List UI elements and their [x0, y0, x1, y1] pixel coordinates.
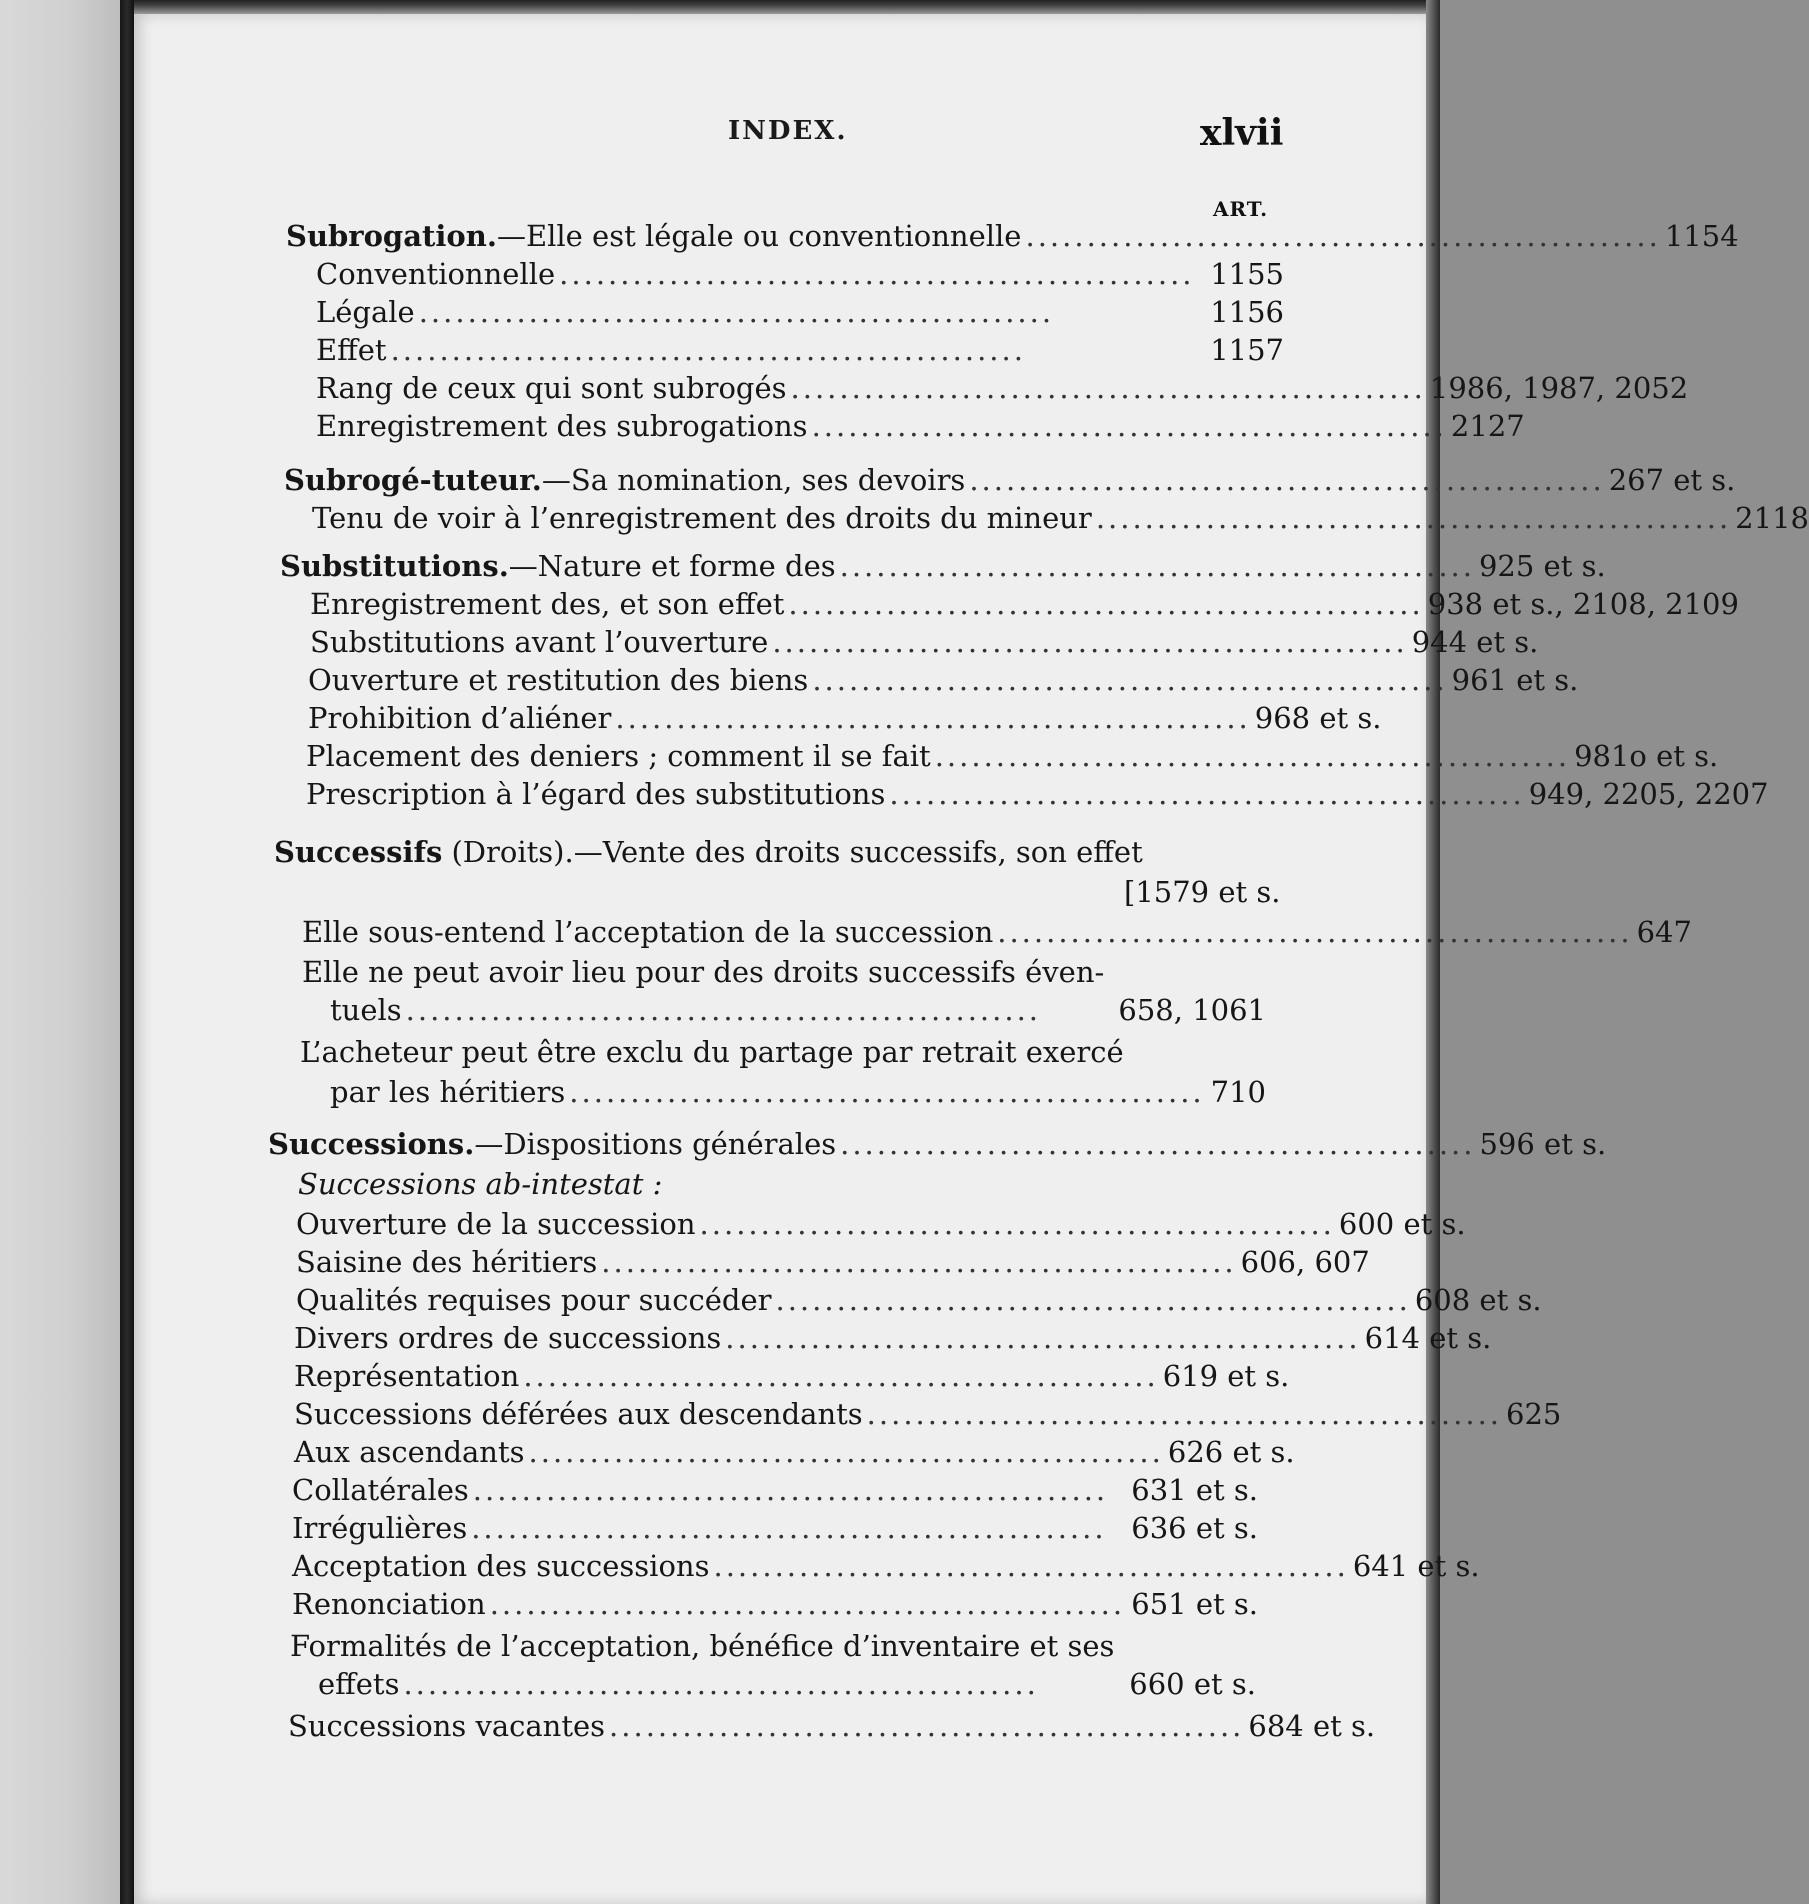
leader-dots: .................................................... [489, 1587, 1126, 1621]
book-gutter [120, 0, 134, 1904]
subentry-continuation [330, 992, 1266, 1028]
subentry-ref: 614 et s. [1364, 1321, 1492, 1355]
subentry-ref: 600 et s. [1338, 1207, 1466, 1241]
subentry-ref: 1157 [1210, 333, 1284, 367]
subentry-cont: par les héritiers [330, 1075, 566, 1109]
leader-dots: .................................................... [390, 333, 1026, 367]
subentry-label: Successions vacantes [288, 1709, 606, 1743]
subentry-cont: tuels [330, 993, 402, 1027]
subentry-label: Légale [316, 295, 415, 329]
subentry [294, 1358, 1290, 1394]
subentry-ref: 658, 1061 [1118, 993, 1266, 1027]
subentry [308, 662, 1579, 698]
leader-dots: .................................................... [788, 587, 1424, 621]
subentry-ref: 608 et s. [1414, 1283, 1542, 1317]
subentry-label: Prescription à l’égard des substitutions [306, 777, 886, 811]
leader-dots: .................................................... [418, 295, 1055, 329]
subentry [306, 776, 1769, 812]
entry-ref-continued: [1579 et s. [1124, 875, 1281, 909]
subentry [296, 1206, 1466, 1242]
subentry-ref: 631 et s. [1131, 1473, 1258, 1507]
subentry-ref: 641 et s. [1352, 1549, 1480, 1583]
leader-dots: .................................................... [472, 1473, 1109, 1507]
subentry-ref: 684 et s. [1248, 1709, 1376, 1743]
subentry [288, 1708, 1376, 1744]
subentry [292, 1472, 1258, 1508]
subentry-cont: effets [318, 1667, 400, 1701]
entry-head: Substitutions. [280, 549, 509, 583]
leader-dots: .................................................... [866, 1397, 1503, 1431]
subentry-label: Elle sous-entend l’acceptation de la succession [302, 915, 994, 949]
subentry [308, 700, 1382, 736]
leader-dots: .................................................... [997, 915, 1633, 949]
subentry-label: Acceptation des successions [292, 1549, 710, 1583]
subentry-ref: 944 et s. [1411, 625, 1539, 659]
page-top-edge [134, 0, 1440, 14]
leader-dots: .................................................... [699, 1207, 1335, 1241]
leader-dots: .................................................... [790, 371, 1426, 405]
subentry-ref: 636 et s. [1131, 1511, 1258, 1545]
subentry-label: Rang de ceux qui sont subrogés [316, 371, 787, 405]
entry-ref: 925 et s. [1478, 549, 1606, 583]
leader-dots: .................................................... [839, 549, 1475, 583]
subentry [316, 408, 1525, 444]
leader-dots: .................................................... [569, 1075, 1205, 1109]
entry-substitutions [280, 548, 1606, 584]
subentry [312, 500, 1809, 536]
leader-dots: .................................................... [840, 1127, 1476, 1161]
subentry-label: Aux ascendants [294, 1435, 525, 1469]
subentry-label: Saisine des héritiers [296, 1245, 598, 1279]
subentry-label: Prohibition d’aliéner [308, 701, 612, 735]
subentry-label: Ouverture et restitution des biens [308, 663, 809, 697]
subentry-label: Qualités requises pour succéder [296, 1283, 772, 1317]
subentry-ref: 1986, 1987, 2052 [1429, 371, 1689, 405]
subentry [294, 1434, 1295, 1470]
subentry-ref: 1156 [1210, 295, 1284, 329]
subentry [292, 1548, 1480, 1584]
entry-text: —Elle est légale ou conventionnelle [496, 219, 1022, 253]
entry-ref: 596 et s. [1479, 1127, 1607, 1161]
subentry-ref: 949, 2205, 2207 [1528, 777, 1769, 811]
leader-dots: .................................................... [1095, 501, 1732, 535]
leader-dots: .................................................... [811, 409, 1447, 443]
subentry-label: Formalités de l’acceptation, bénéfice d’inventaire et ses [290, 1629, 1115, 1663]
subentry-ref: 710 [1210, 1075, 1266, 1109]
subentry-ref: 961 et s. [1451, 663, 1579, 697]
leader-dots: .................................................... [615, 701, 1251, 735]
leader-dots: .................................................... [725, 1321, 1361, 1355]
subentry [310, 586, 1739, 622]
subentry-ref: 1155 [1210, 257, 1284, 291]
subheading: Successions ab-intestat : [298, 1167, 663, 1201]
subentry-continuation [330, 1074, 1266, 1110]
subentry-ref: 625 [1506, 1397, 1562, 1431]
subentry-label: Collatérales [292, 1473, 469, 1507]
subentry-ref: 651 et s. [1131, 1587, 1258, 1621]
subentry-label: Effet [316, 333, 387, 367]
subentry [296, 1282, 1542, 1318]
subentry-label: Tenu de voir à l’enregistrement des droits du mineur [312, 501, 1092, 535]
subentry-continuation [318, 1666, 1256, 1702]
subentry-label: Ouverture de la succession [296, 1207, 696, 1241]
leader-dots: .................................................... [812, 663, 1448, 697]
entry-subroge-tuteur [284, 462, 1736, 498]
subentry [316, 294, 1284, 330]
entry-successifs [274, 834, 1143, 870]
subentry-label: L’acheteur peut être exclu du partage par retrait exercé [300, 1035, 1124, 1069]
subentry-label: Successions déférées aux descendants [294, 1397, 863, 1431]
entry-ref: 1154 [1664, 219, 1739, 253]
leader-dots: .................................................... [523, 1359, 1159, 1393]
subentry-label: Renonciation [292, 1587, 486, 1621]
entry-ref: 267 et s. [1608, 463, 1736, 497]
entry-text: (Droits).—Vente des droits successifs, son effet [442, 835, 1143, 869]
column-label-art: ART. [1213, 197, 1269, 221]
subentry-label: Représentation [294, 1359, 520, 1393]
subentry-label: Substitutions avant l’ouverture [310, 625, 769, 659]
leader-dots: .................................................... [772, 625, 1408, 659]
subentry-label: Enregistrement des, et son effet [310, 587, 785, 621]
subentry [294, 1320, 1492, 1356]
subentry [302, 914, 1692, 950]
subentry [316, 256, 1284, 292]
leader-dots: .................................................... [405, 993, 1042, 1027]
entry-head: Subrogé-tuteur. [284, 463, 542, 497]
entry-text: —Nature et forme des [508, 549, 836, 583]
subentry-label: Irrégulières [292, 1511, 468, 1545]
leader-dots: .................................................... [403, 1667, 1039, 1701]
entry-subrogation [286, 218, 1739, 254]
subentry-ref: 647 [1636, 915, 1692, 949]
leader-dots: .................................................... [934, 739, 1571, 773]
subentry [310, 624, 1539, 660]
facing-page-edge [0, 0, 120, 1904]
subentry-label: Conventionnelle [316, 257, 556, 291]
subentry-ref: 606, 607 [1240, 1245, 1370, 1279]
subentry-label: Enregistrement des subrogations [316, 409, 808, 443]
entry-head: Successifs [274, 835, 443, 869]
subentry [296, 1244, 1370, 1280]
subentry-ref: 660 et s. [1129, 1667, 1256, 1701]
leader-dots: .................................................... [609, 1709, 1245, 1743]
page-number: xlvii [1200, 112, 1284, 154]
subentry-ref: 619 et s. [1162, 1359, 1290, 1393]
subentry-ref: 2127 [1450, 409, 1525, 443]
subentry-ref: 938 et s., 2108, 2109 [1427, 587, 1739, 621]
subentry [316, 332, 1284, 368]
subentry-ref: 981o et s. [1574, 739, 1719, 773]
entry-text: —Dispositions générales [474, 1127, 837, 1161]
subentry [292, 1586, 1258, 1622]
entry-successions [268, 1126, 1607, 1162]
entry-text: —Sa nomination, ses devoirs [541, 463, 966, 497]
leader-dots: .................................................... [889, 777, 1525, 811]
leader-dots: .................................................... [601, 1245, 1237, 1279]
subentry-label: Placement des deniers ; comment il se fait [306, 739, 931, 773]
subentry-ref: 968 et s. [1254, 701, 1382, 735]
leader-dots: .................................................... [775, 1283, 1411, 1317]
leader-dots: .................................................... [559, 257, 1195, 291]
leader-dots: .................................................... [528, 1435, 1164, 1469]
subentry [294, 1396, 1562, 1432]
running-head: INDEX. [728, 116, 848, 146]
leader-dots: .................................................... [1025, 219, 1661, 253]
subentry [292, 1510, 1258, 1546]
entry-head: Subrogation. [286, 219, 497, 253]
subentry-label: Divers ordres de successions [294, 1321, 722, 1355]
leader-dots: .................................................... [713, 1549, 1349, 1583]
subentry [306, 738, 1719, 774]
subentry [316, 370, 1689, 406]
page-right-edge [1426, 0, 1440, 1904]
subentry-ref: 626 et s. [1167, 1435, 1295, 1469]
leader-dots: .................................................... [471, 1511, 1107, 1545]
leader-dots: .................................................... [969, 463, 1605, 497]
entry-head: Successions. [268, 1127, 475, 1161]
subentry-label: Elle ne peut avoir lieu pour des droits successifs éven- [302, 955, 1105, 989]
subentry-ref: 2118 [1735, 501, 1809, 535]
